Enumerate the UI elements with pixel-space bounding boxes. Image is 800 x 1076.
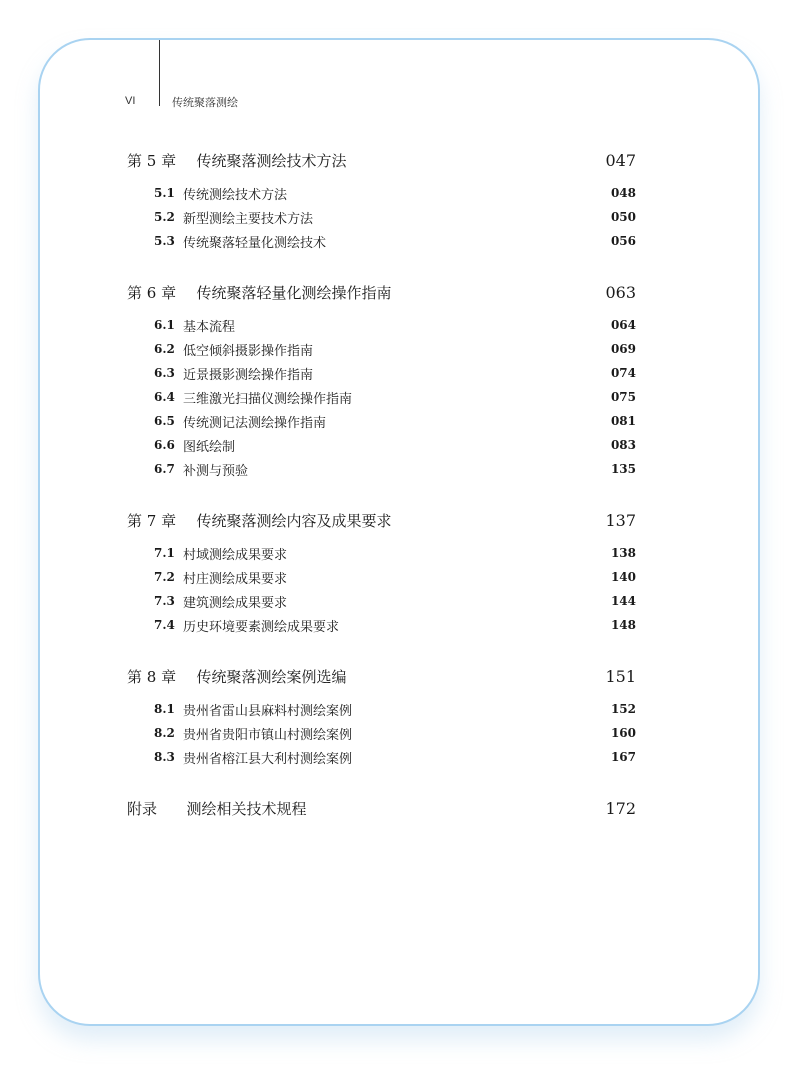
section-page: 069: [610, 342, 636, 356]
section-number: 7.3: [154, 594, 175, 608]
chapter-title: 传统聚落测绘内容及成果要求: [196, 511, 392, 530]
section-title: 村域测绘成果要求: [183, 547, 288, 563]
chapter-title: 传统聚落轻量化测绘操作指南: [196, 283, 392, 302]
toc-section[interactable]: [127, 721, 636, 745]
section-page: 152: [610, 702, 636, 716]
toc-section[interactable]: [127, 229, 636, 253]
section-page: 167: [610, 750, 636, 764]
chapter-title: 传统聚落测绘技术方法: [196, 151, 347, 170]
section-title: 传统聚落轻量化测绘技术: [183, 235, 327, 251]
chapter-page: 151: [605, 666, 636, 686]
section-list: [127, 541, 636, 637]
toc-section[interactable]: [127, 433, 636, 457]
chapter-label: 第 6 章: [127, 283, 177, 302]
section-title: 低空倾斜摄影操作指南: [183, 343, 314, 359]
section-number: 8.2: [154, 726, 175, 740]
toc-section[interactable]: [127, 457, 636, 481]
toc-chapter[interactable]: [127, 280, 636, 304]
section-page: 144: [610, 594, 636, 608]
toc-section[interactable]: [127, 181, 636, 205]
section-page: 138: [610, 546, 636, 560]
header-divider: [159, 40, 160, 106]
toc-chapter[interactable]: [127, 508, 636, 532]
section-number: 8.1: [154, 702, 175, 716]
section-number: 6.1: [154, 318, 175, 332]
section-title: 基本流程: [183, 319, 236, 335]
section-title: 村庄测绘成果要求: [183, 571, 288, 587]
running-title: 传统聚落测绘: [172, 96, 238, 109]
toc-section[interactable]: [127, 361, 636, 385]
section-title: 图纸绘制: [183, 439, 236, 455]
section-number: 5.2: [154, 210, 175, 224]
chapter-title: 测绘相关技术规程: [186, 799, 307, 818]
section-page: 140: [610, 570, 636, 584]
chapter-heading: [127, 510, 392, 531]
section-title: 传统测记法测绘操作指南: [183, 415, 327, 431]
section-number: 8.3: [154, 750, 175, 764]
chapter-heading: [127, 282, 392, 303]
section-page: 160: [610, 726, 636, 740]
section-title: 新型测绘主要技术方法: [183, 211, 314, 227]
chapter-heading: [127, 798, 307, 819]
section-number: 7.1: [154, 546, 175, 560]
table-of-contents: [127, 148, 636, 820]
page-folio: VI: [125, 95, 136, 107]
section-number: 5.1: [154, 186, 175, 200]
toc-section[interactable]: [127, 589, 636, 613]
section-number: 6.3: [154, 366, 175, 380]
toc-chapter[interactable]: [127, 664, 636, 688]
toc-section[interactable]: [127, 313, 636, 337]
section-number: 6.5: [154, 414, 175, 428]
section-page: 056: [610, 234, 636, 248]
section-title: 贵州省贵阳市镇山村测绘案例: [183, 727, 353, 743]
section-title: 历史环境要素测绘成果要求: [183, 619, 340, 635]
section-number: 6.4: [154, 390, 175, 404]
section-title: 三维激光扫描仪测绘操作指南: [183, 391, 353, 407]
chapter-title: 传统聚落测绘案例选编: [196, 667, 347, 686]
chapter-page: 172: [605, 798, 636, 818]
toc-section[interactable]: [127, 205, 636, 229]
section-page: 075: [610, 390, 636, 404]
section-page: 083: [610, 438, 636, 452]
toc-section[interactable]: [127, 541, 636, 565]
chapter-heading: [127, 150, 347, 171]
section-title: 贵州省雷山县麻料村测绘案例: [183, 703, 353, 719]
section-page: 148: [610, 618, 636, 632]
toc-section[interactable]: [127, 385, 636, 409]
chapter-label: 第 8 章: [127, 667, 177, 686]
section-number: 5.3: [154, 234, 175, 248]
section-page: 081: [610, 414, 636, 428]
chapter-label: 附录: [127, 799, 158, 818]
section-page: 050: [610, 210, 636, 224]
chapter-label: 第 5 章: [127, 151, 177, 170]
section-number: 6.2: [154, 342, 175, 356]
section-title: 建筑测绘成果要求: [183, 595, 288, 611]
toc-section[interactable]: [127, 613, 636, 637]
section-title: 补测与预验: [183, 463, 249, 479]
section-title: 贵州省榕江县大利村测绘案例: [183, 751, 353, 767]
toc-section[interactable]: [127, 565, 636, 589]
toc-section[interactable]: [127, 337, 636, 361]
section-number: 7.2: [154, 570, 175, 584]
section-list: [127, 181, 636, 253]
section-list: [127, 313, 636, 481]
section-list: [127, 697, 636, 769]
section-number: 6.6: [154, 438, 175, 452]
chapter-label: 第 7 章: [127, 511, 177, 530]
toc-chapter[interactable]: [127, 796, 636, 820]
section-number: 6.7: [154, 462, 175, 476]
toc-section[interactable]: [127, 745, 636, 769]
section-number: 7.4: [154, 618, 175, 632]
section-page: 135: [610, 462, 636, 476]
toc-section[interactable]: [127, 697, 636, 721]
chapter-heading: [127, 666, 347, 687]
toc-chapter[interactable]: [127, 148, 636, 172]
chapter-page: 047: [605, 150, 636, 170]
chapter-page: 063: [605, 282, 636, 302]
section-page: 064: [610, 318, 636, 332]
section-title: 近景摄影测绘操作指南: [183, 367, 314, 383]
section-page: 048: [610, 186, 636, 200]
section-title: 传统测绘技术方法: [183, 187, 288, 203]
section-page: 074: [610, 366, 636, 380]
toc-section[interactable]: [127, 409, 636, 433]
chapter-page: 137: [605, 510, 636, 530]
